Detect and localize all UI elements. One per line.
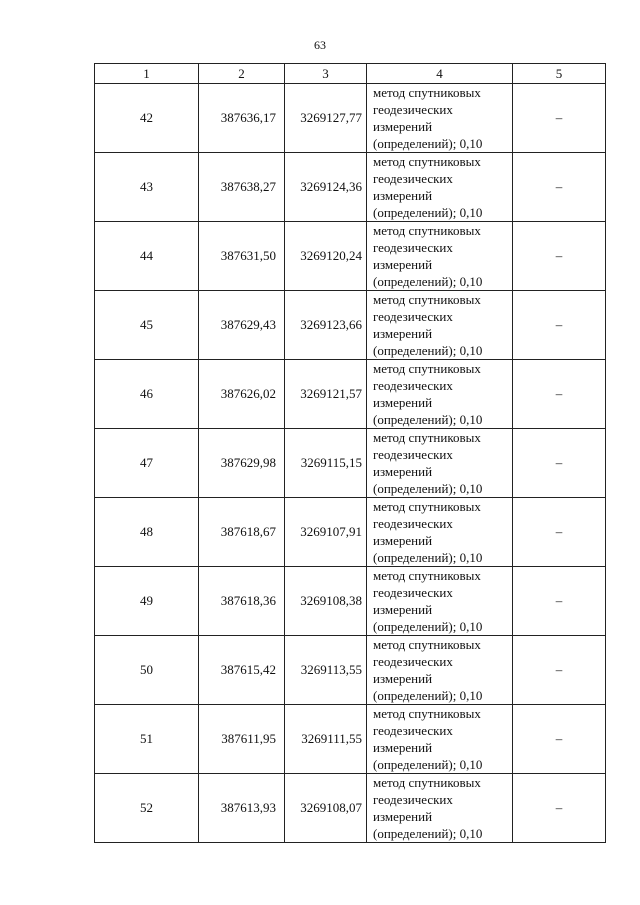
y-coordinate-cell: 3269120,24 bbox=[285, 222, 367, 291]
method-cell: метод спутниковых геодезических измерений (определений); 0,10 bbox=[367, 429, 513, 498]
method-cell: метод спутниковых геодезических измерений (определений); 0,10 bbox=[367, 567, 513, 636]
y-coordinate-cell: 3269108,07 bbox=[285, 774, 367, 843]
table-row bbox=[95, 84, 606, 153]
y-coordinate-cell: 3269113,55 bbox=[285, 636, 367, 705]
note-cell: – bbox=[513, 222, 606, 291]
y-coordinate-cell: 3269108,38 bbox=[285, 567, 367, 636]
y-coordinate-cell: 3269115,15 bbox=[285, 429, 367, 498]
x-coordinate-cell: 387638,27 bbox=[199, 153, 285, 222]
table-row bbox=[95, 360, 606, 429]
method-cell: метод спутниковых геодезических измерений (определений); 0,10 bbox=[367, 84, 513, 153]
y-coordinate-cell: 3269111,55 bbox=[285, 705, 367, 774]
method-cell: метод спутниковых геодезических измерений (определений); 0,10 bbox=[367, 291, 513, 360]
point-number-cell: 42 bbox=[95, 84, 199, 153]
note-cell: – bbox=[513, 84, 606, 153]
x-coordinate-cell: 387615,42 bbox=[199, 636, 285, 705]
note-cell: – bbox=[513, 291, 606, 360]
x-coordinate-cell: 387618,67 bbox=[199, 498, 285, 567]
point-number-cell: 47 bbox=[95, 429, 199, 498]
x-coordinate-cell: 387631,50 bbox=[199, 222, 285, 291]
x-coordinate-cell: 387629,43 bbox=[199, 291, 285, 360]
point-number-cell: 48 bbox=[95, 498, 199, 567]
table-row bbox=[95, 498, 606, 567]
x-coordinate-cell: 387618,36 bbox=[199, 567, 285, 636]
y-coordinate-cell: 3269107,91 bbox=[285, 498, 367, 567]
method-cell: метод спутниковых геодезических измерений (определений); 0,10 bbox=[367, 498, 513, 567]
point-number-cell: 52 bbox=[95, 774, 199, 843]
coordinates-table bbox=[94, 63, 606, 843]
column-header: 5 bbox=[513, 64, 606, 84]
y-coordinate-cell: 3269121,57 bbox=[285, 360, 367, 429]
y-coordinate-cell: 3269124,36 bbox=[285, 153, 367, 222]
point-number-cell: 46 bbox=[95, 360, 199, 429]
method-cell: метод спутниковых геодезических измерений (определений); 0,10 bbox=[367, 636, 513, 705]
point-number-cell: 43 bbox=[95, 153, 199, 222]
table-row bbox=[95, 636, 606, 705]
x-coordinate-cell: 387626,02 bbox=[199, 360, 285, 429]
column-header: 3 bbox=[285, 64, 367, 84]
table-row bbox=[95, 429, 606, 498]
table-header-row bbox=[95, 64, 606, 84]
y-coordinate-cell: 3269123,66 bbox=[285, 291, 367, 360]
note-cell: – bbox=[513, 636, 606, 705]
x-coordinate-cell: 387629,98 bbox=[199, 429, 285, 498]
column-header: 4 bbox=[367, 64, 513, 84]
method-cell: метод спутниковых геодезических измерений (определений); 0,10 bbox=[367, 153, 513, 222]
point-number-cell: 51 bbox=[95, 705, 199, 774]
table-row bbox=[95, 705, 606, 774]
point-number-cell: 45 bbox=[95, 291, 199, 360]
note-cell: – bbox=[513, 774, 606, 843]
note-cell: – bbox=[513, 705, 606, 774]
y-coordinate-cell: 3269127,77 bbox=[285, 84, 367, 153]
note-cell: – bbox=[513, 429, 606, 498]
note-cell: – bbox=[513, 498, 606, 567]
point-number-cell: 50 bbox=[95, 636, 199, 705]
note-cell: – bbox=[513, 153, 606, 222]
note-cell: – bbox=[513, 567, 606, 636]
point-number-cell: 44 bbox=[95, 222, 199, 291]
page-number: 63 bbox=[314, 38, 326, 52]
point-number-cell: 49 bbox=[95, 567, 199, 636]
note-cell: – bbox=[513, 360, 606, 429]
table-row bbox=[95, 222, 606, 291]
method-cell: метод спутниковых геодезических измерений (определений); 0,10 bbox=[367, 774, 513, 843]
x-coordinate-cell: 387611,95 bbox=[199, 705, 285, 774]
table-row bbox=[95, 774, 606, 843]
table-row bbox=[95, 567, 606, 636]
method-cell: метод спутниковых геодезических измерений (определений); 0,10 bbox=[367, 360, 513, 429]
x-coordinate-cell: 387636,17 bbox=[199, 84, 285, 153]
method-cell: метод спутниковых геодезических измерений (определений); 0,10 bbox=[367, 705, 513, 774]
x-coordinate-cell: 387613,93 bbox=[199, 774, 285, 843]
column-header: 1 bbox=[95, 64, 199, 84]
column-header: 2 bbox=[199, 64, 285, 84]
table-row bbox=[95, 153, 606, 222]
method-cell: метод спутниковых геодезических измерений (определений); 0,10 bbox=[367, 222, 513, 291]
table-row bbox=[95, 291, 606, 360]
